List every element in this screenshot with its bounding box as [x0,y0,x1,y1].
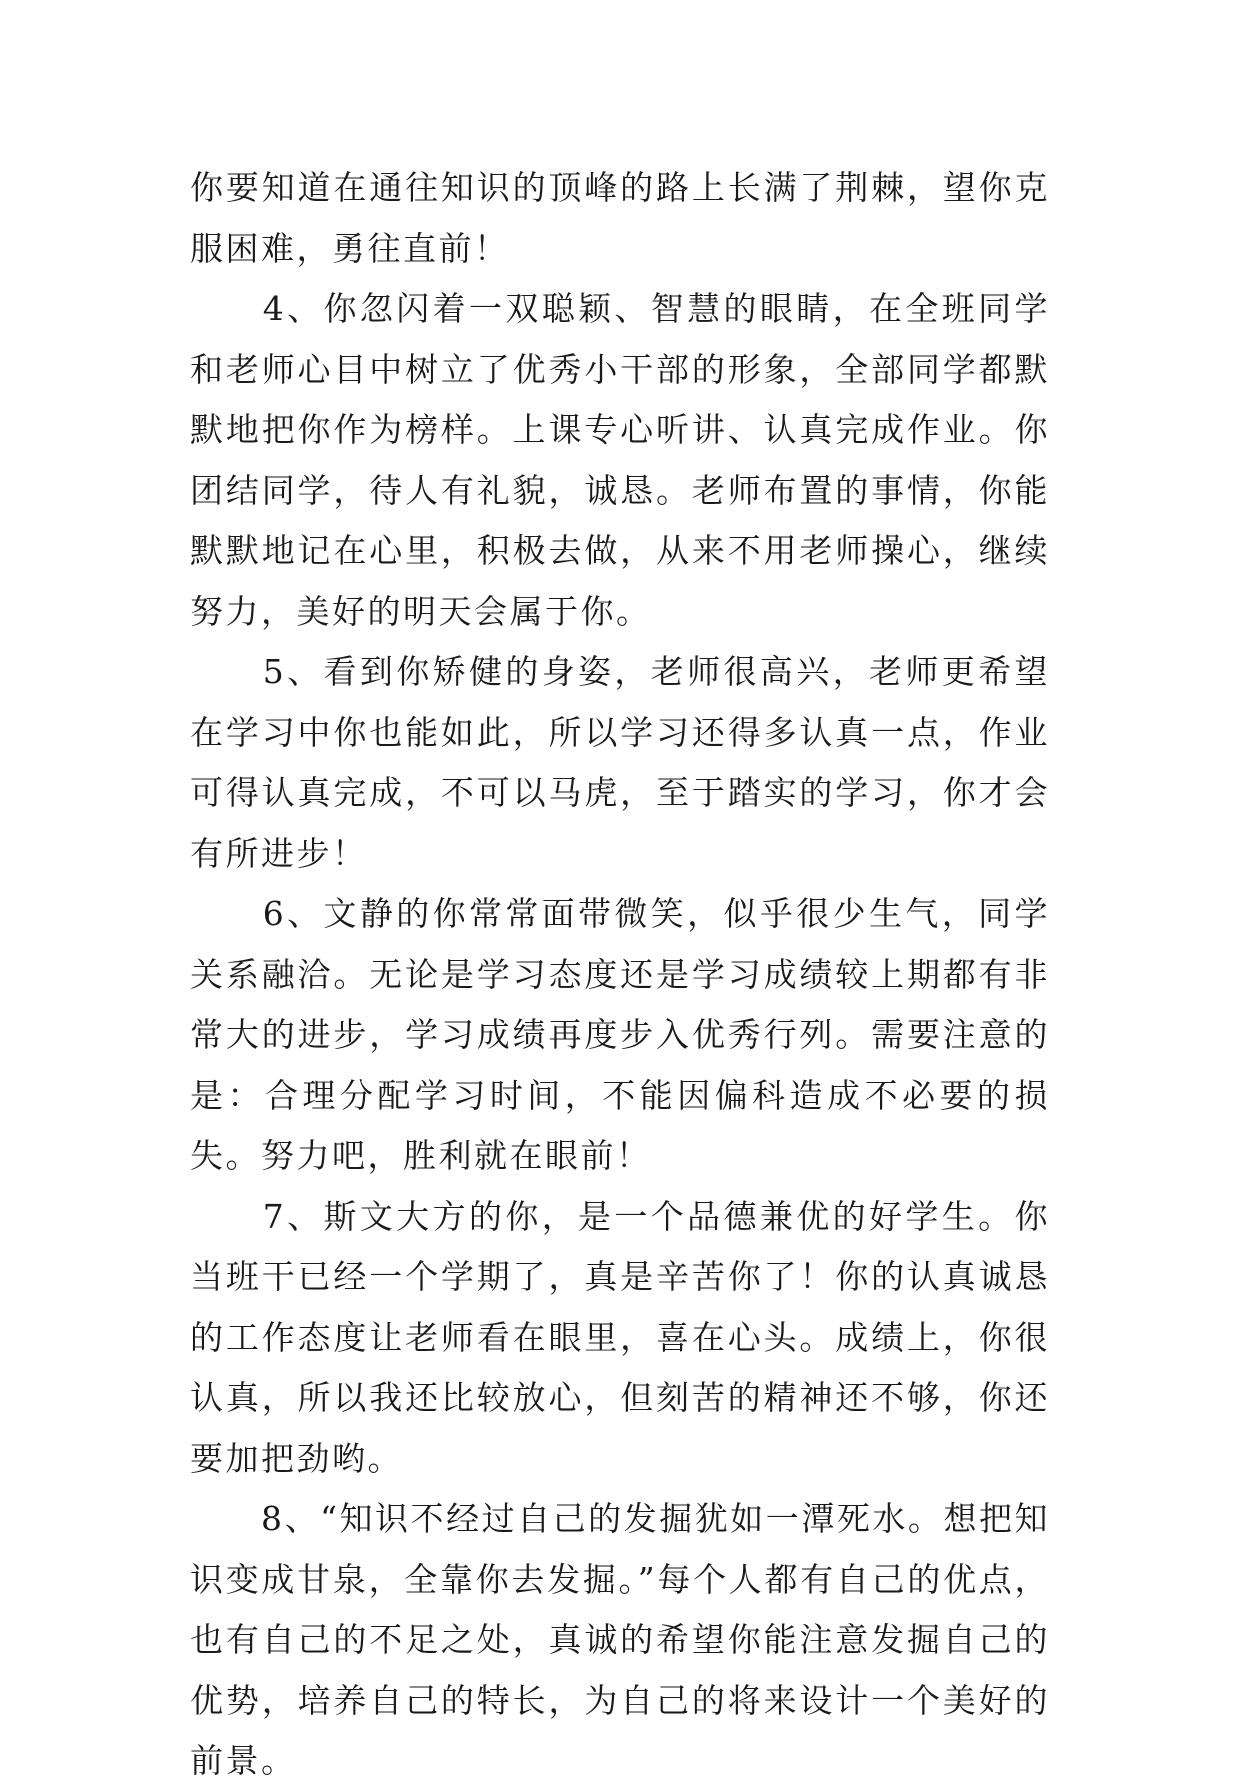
paragraph-comment-4: 4、你忽闪着一双聪颖、智慧的眼睛，在全班同学和老师心目中树立了优秀小干部的形象，全部同学都默默地把你作为榜样。上课专心听讲、认真完成作业。你团结同学，待人有礼貌，诚恳。老师布置的事情，你能默默地记在心里，积极去做，从来不用老师操心，继续努力，美好的明天会属于你。 [190,289,1050,631]
paragraph-comment-8: 8、“知识不经过自己的发掘犹如一潭死水。想把知识变成甘泉，全靠你去发掘。”每个人都有自己的优点，也有自己的不足之处，真诚的希望你能注意发掘自己的优势，培养自己的特长，为自己的将来设计一个美好的前景。 [190,1499,1050,1780]
document-body [190,158,1050,1792]
paragraph-comment-6: 6、文静的你常常面带微笑，似乎很少生气，同学关系融洽。无论是学习态度还是学习成绩较上期都有非常大的进步，学习成绩再度步入优秀行列。需要注意的是：合理分配学习时间，不能因偏科造成不必要的损失。努力吧，胜利就在眼前！ [190,894,1050,1175]
paragraph-comment-5: 5、看到你矫健的身姿，老师很高兴，老师更希望在学习中你也能如此，所以学习还得多认真一点，作业可得认真完成，不可以马虎，至于踏实的学习，你才会有所进步！ [190,652,1050,873]
paragraph-comment-7: 7、斯文大方的你，是一个品德兼优的好学生。你当班干已经一个学期了，真是辛苦你了！你的认真诚恳的工作态度让老师看在眼里，喜在心头。成绩上，你很认真，所以我还比较放心，但刻苦的精神还不够，你还要加把劲哟。 [190,1196,1050,1478]
paragraph-continuation: 你要知道在通往知识的顶峰的路上长满了荆棘，望你克服困难，勇往直前！ [190,168,1050,268]
